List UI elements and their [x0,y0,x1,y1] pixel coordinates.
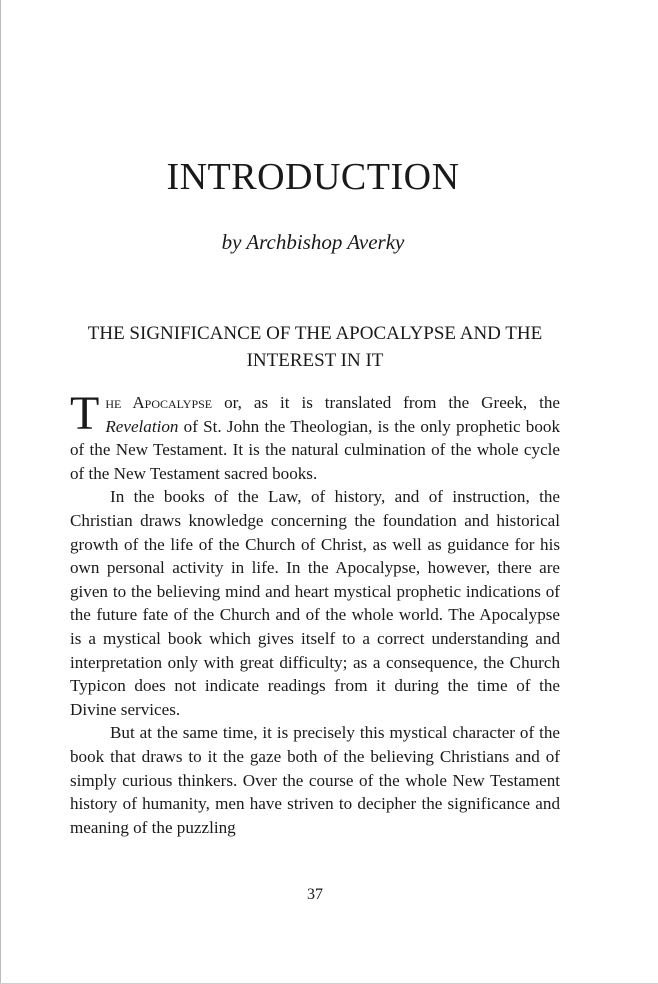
section-heading: THE SIGNIFICANCE OF THE APOCALYPSE AND THE INTEREST IN IT [87,323,543,371]
body-text [70,387,561,839]
paragraph-3: But at the same time, it is precisely this mystical character of the book that draws to it the gaze both of the believing Christians and of simply curious thinkers. Over the course of the whole New Testament history of humanity, men have striven to decipher the significance and meaning of the puzzling [70,723,560,837]
chapter-author: by Archbishop Averky [221,230,405,254]
revelation-italic: Revelation [105,416,179,436]
paragraph-2: In the books of the Law, of history, and of instruction, the Christian draws knowledge concerning the foundation and historical growth of the life of the Church of Christ, as well as guidance for his own personal activity in life. In the Apocalypse, however, there are given to the believing mind and heart mystical prophetic indications of the future fate of the Church and of the whole world. The Apocalypse is a mystical book which gives itself to a correct understanding and interpretation only with great difficulty; as a consequence, the Church Typicon does not indicate readings from it during the time of the Divine services. [70,487,560,719]
chapter-title: INTRODUCTION [166,156,460,198]
page-edge-left [0,0,1,984]
lead-small-caps: he Apocalypse [105,393,213,412]
paragraph-1-text-a: or, as it is translated from the Greek, the [212,393,561,412]
page-number: 37 [307,886,323,903]
drop-cap: T [70,387,100,440]
paragraph-1 [70,387,561,485]
paragraph-1-text-b: of St. John the Theologian, is the only prophetic book of the New Testament. It is the natural culmination of the whole cycle of the New Testament sacred books. [70,416,560,483]
